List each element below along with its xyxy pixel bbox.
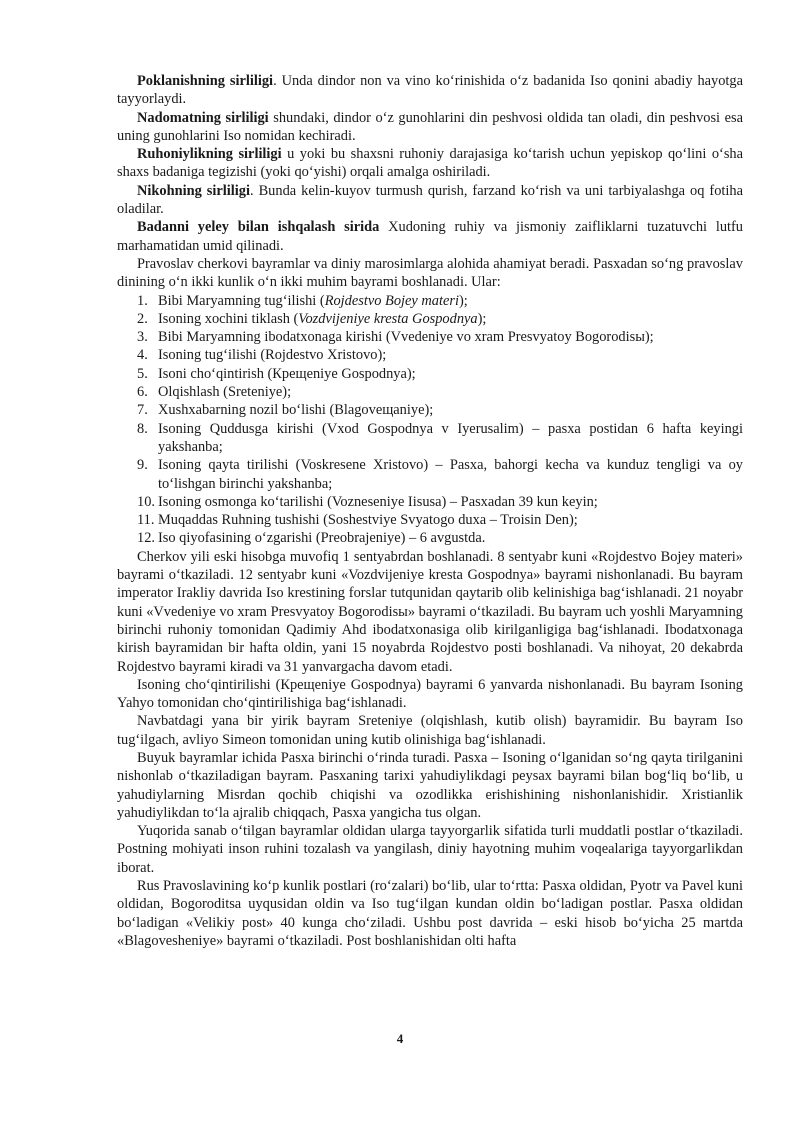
sacrament-text: Unda dindor non va vino ko‘rinishida o‘z badanida Iso qonini abadiy hayotga tayyorlaydi.: [117, 73, 743, 108]
sacrament-text: u yoki bu shaxsni ruhoniy darajasiga ko‘tarish uchun yepiskop qo‘lini o‘sha shaxs badaniga tegizishi (yoki qo‘yishi) orqali amalga oshiriladi.: [117, 146, 743, 181]
page-number: 4: [396, 1031, 404, 1046]
list-item: 12. Iso qiyofasining o‘zgarishi (Preobrajeniye) – 6 avgustda.: [137, 530, 486, 547]
sacrament-title: Nadomatning sirliligi: [137, 109, 269, 126]
list-number: 11.: [137, 512, 155, 529]
list-number: 10.: [137, 493, 155, 510]
sacrament-title: Nikohning sirliligi: [137, 182, 250, 199]
sacrament-title: Poklanishning sirliligi: [137, 73, 274, 89]
document-body: [117, 72, 743, 950]
list-number: 5.: [137, 365, 148, 382]
feasts-list: [117, 292, 743, 548]
list-number: 6.: [137, 384, 148, 401]
list-item: 10. Isoning osmonga ko‘tarilishi (Vozneseniye Iisusa) – Pasxadan 39 kun keyin;: [137, 493, 598, 510]
sacraments-section: [117, 72, 743, 255]
intro-paragraph: Pravoslav cherkovi bayramlar va diniy marosimlarga alohida ahamiyat beradi. Pasxadan so‘ng pravoslav dinining o‘n ikki kunlik o‘n ikki muhim bayrami boshlanadi. Ular:: [117, 255, 743, 291]
list-item: 4. Isoning tug‘ilishi (Rojdestvo Xristovo);: [137, 347, 387, 364]
body-paragraph: Isoning cho‘qintirilishi (Крещеniye Gospodnya) bayrami 6 yanvarda nishonlanadi. Bu bayram Isoning Yahyo tomonidan cho‘qintirilishiga bag‘ishlanadi.: [117, 676, 743, 712]
body-paragraph: Rus Pravoslavining ko‘p kunlik postlari (ro‘zalari) bo‘lib, ular to‘rtta: Pasxa oldidan, Pyotr va Pavel kuni oldidan, Bogoroditsa uyqusidan oldin va Iso tug‘ilgan kundan oldin bo‘ladigan postlar. Pasxa oldidan bo‘ladigan «Velikiy post» 40 kunga cho‘ziladi. Ushbu post davrida – eski hisob bo‘yicha 25 martda «Blagovesheniye» bayrami o‘tkaziladi. Post boshlanishidan olti hafta: [117, 878, 743, 949]
list-item: 11. Muqaddas Ruhning tushishi (Soshestviye Svyatogo duxa – Troisin Den);: [137, 512, 578, 529]
list-number: 7.: [137, 402, 148, 419]
body-paragraph: Navbatdagi yana bir yirik bayram Sreteniye (olqishlash, kutib olish) bayramidir. Bu bayram Iso tug‘ilgach, avliyo Simeon tomonidan uning kutib olinishiga bag‘ishlanadi.: [117, 713, 743, 748]
sacrament-text: Xudoning ruhiy va jismoniy zaifliklarni tuzatuvchi lutfu marhamatidan umid qilinadi.: [117, 219, 743, 254]
list-number: 1.: [137, 292, 148, 309]
sacrament-paragraph: [117, 218, 743, 255]
list-item: 2. Isoning xochini tiklash (Vozdvijeniye kresta Gospodnya);: [137, 310, 487, 327]
list-number: 8.: [137, 420, 148, 437]
list-item: 5. Isoni cho‘qintirish (Крещеniye Gospodnya);: [137, 365, 416, 382]
sacrament-text: Bunda kelin-kuyov turmush qurish, farzand ko‘rish va uni tarbiyalashga oq fotiha oladilar.: [117, 182, 743, 218]
list-number: 4.: [137, 347, 148, 364]
sacrament-text: shundaki, dindor o‘z gunohlarini din peshvosi oldida tan oladi, din peshvosi esa uning gunohlarini Iso nomidan kechiradi.: [117, 109, 743, 144]
list-number: 2.: [137, 310, 148, 327]
body-paragraph: Buyuk bayramlar ichida Pasxa birinchi o‘rinda turadi. Pasxa – Isoning o‘lganidan so‘ng qayta tirilganini nishonlab o‘tkaziladigan bayram. Pasxaning tarixi yahudiylikdagi peysax bayrami bilan bog‘liq bo‘lib, u yahudiylarning Misrdan qochib chiqishi va ozodlikka erishishining nishonlanishidir. Xristianlik yahudiylikdan to‘la ajralib chiqqach, Pasxa yangicha tus olgan.: [117, 749, 743, 821]
sacrament-paragraph: [117, 145, 743, 182]
list-item: 1. Bibi Maryamning tug‘ilishi (Rojdestvo Bojey materi);: [137, 292, 468, 309]
sacrament-title: Ruhoniylikning sirliligi: [137, 146, 282, 163]
list-number: 12.: [137, 530, 155, 547]
list-item: 3. Bibi Maryamning ibodatxonaga kirishi (Vvedeniye vo xram Presvyatoy Bogorodisы);: [137, 329, 654, 346]
sacrament-paragraph: Nikohning sirliligi. Bunda kelin-kuyov turmush qurish, farzand ko‘rish va uni tarbiyalashga oq fotiha oladilar.: [117, 182, 743, 218]
list-item: 7. Xushxabarning nozil bo‘lishi (Blagoveщaniye);: [137, 402, 434, 419]
body-paragraph: Yuqorida sanab o‘tilgan bayramlar oldidan ularga tayyorgarlik sifatida turli muddatli postlar o‘tkaziladi. Postning mohiyati inson ruhini tozalash va yangilash, diniy hayotning muhim voqealariga tayyorgarlikdan iborat.: [117, 823, 743, 876]
list-number: 3.: [137, 329, 148, 346]
sacrament-title: Badanni yeley bilan ishqalash sirida: [137, 219, 380, 236]
sacrament-paragraph: [117, 109, 743, 146]
list-item: 9. Isoning qayta tirilishi (Voskresene Xristovo) – Pasxa, bahorgi kecha va kunduz tengligi va oy to‘lishgan birinchi yakshanba;: [137, 457, 743, 492]
list-number: 9.: [137, 457, 148, 474]
list-item: 8. Isoning Quddusga kirishi (Vxod Gospodnya v Iyerusalim) – pasxa postidan 6 hafta keyingi yakshanba;: [137, 420, 743, 455]
list-item: 6. Olqishlash (Sreteniye);: [137, 384, 292, 401]
sacrament-paragraph: Poklanishning sirliligi. Unda dindor non va vino ko‘rinishida o‘z badanida Iso qonini abadiy hayotga tayyorlaydi.: [117, 73, 743, 108]
body-paragraph: Cherkov yili eski hisobga muvofiq 1 sentyabrdan boshlanadi. 8 sentyabr kuni «Rojdestvo Bojey materi» bayrami o‘tkaziladi. 12 sentyabr kuni «Vozdvijeniye kresta Gospodnya» bayrami nishonlanadi. Bu bayram imperator Irakliy davrida Iso krestining forslar tutqunidan qaytarib olib kelinishiga bag‘ishlanadi. 21 noyabr kuni «Vvedeniye vo xram Presvyatoy Bogorodisы» bayrami o‘tkaziladi. Bu bayram uch yoshli Maryamning birinchi ruhoniy tomonidan Qadimiy Ahd ibodatxonasiga olib kirilganligiga bag‘ishlanadi. Ibodatxonaga kirish bayramidan bir hafta oldin, yani 15 noyabrda Rojdestvo posti boshlanadi. Va nihoyat, 20 dekabrda Rojdestvo bayrami kiradi va 31 yanvargacha davom etadi.: [117, 548, 743, 675]
